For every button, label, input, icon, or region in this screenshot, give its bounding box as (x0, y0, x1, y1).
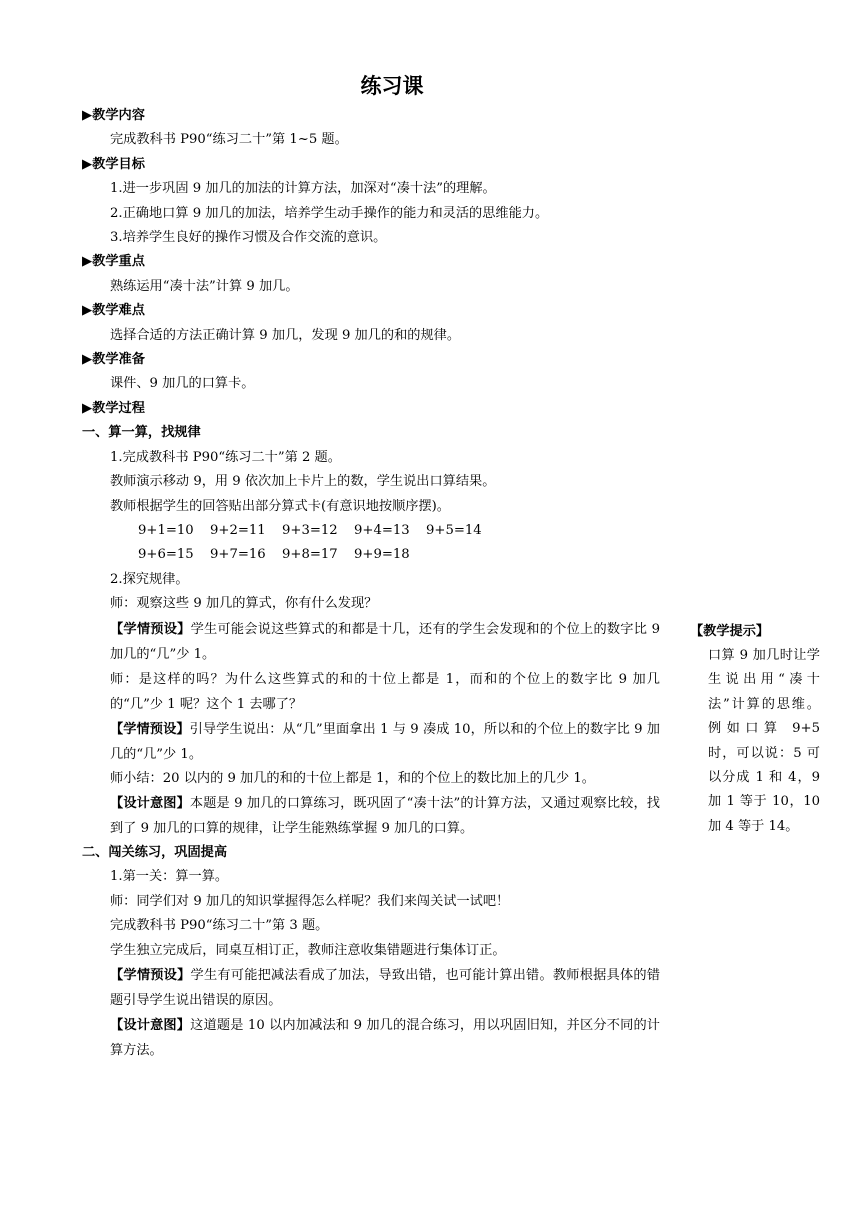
equation: 9+4=13 (354, 522, 410, 538)
student-preset-text: 学生有可能把减法看成了加法，导致出错，也可能计算出错。教师根据具体的错题引导学生说出错误的原因。 (110, 967, 661, 1008)
section-heading-content: ▶教学内容 (82, 108, 145, 123)
part2-line: 1.第一关：算一算。 (110, 869, 229, 885)
teacher-summary: 师小结：20 以内的 9 加几的和的十位上都是 1，和的个位上的数比加上的几少 1。 (110, 770, 595, 786)
teaching-tip-sidebar (690, 619, 820, 839)
difficulty-text: 选择合适的方法正确计算 9 加几，发现 9 加几的和的规律。 (110, 327, 461, 343)
section-heading-difficulty: ▶教学难点 (82, 303, 145, 319)
section-heading-goals: ▶教学目标 (82, 156, 145, 172)
section-heading-process: ▶教学过程 (82, 400, 145, 416)
equation: 9+7=16 (210, 547, 266, 563)
equation-row-2 (82, 543, 660, 567)
part2-line: 师：同学们对 9 加几的知识掌握得怎么样呢？我们来闯关试一试吧！ (110, 893, 510, 909)
key-text: 熟练运用“凑十法”计算 9 加几。 (110, 278, 299, 294)
section-heading-key: ▶教学重点 (82, 254, 145, 270)
design-intent-text: 本题是 9 加几的口算练习，既巩固了“凑十法”的计算方法，又通过观察比较，找到了 9 加几的口算的规律，让学生能熟练掌握 9 加几的口算。 (110, 795, 660, 836)
equation: 9+1=10 (138, 522, 194, 538)
part2-line: 完成教科书 P90“练习二十”第 3 题。 (110, 918, 329, 934)
design-intent-paragraph (82, 1013, 660, 1063)
sidebar-heading: 【教学提示】 (690, 624, 770, 639)
equation: 9+2=11 (210, 522, 266, 538)
equation: 9+6=15 (138, 547, 194, 563)
content-text: 完成教科书 P90“练习二十”第 1~5 题。 (110, 132, 348, 148)
design-intent-tag: 【设计意图】 (110, 795, 190, 811)
part2-line: 学生独立完成后，同桌互相订正，教师注意收集错题进行集体订正。 (110, 942, 506, 958)
part1-line: 师：观察这些 9 加几的算式，你有什么发现？ (110, 596, 378, 612)
goal-item: 2.正确地口算 9 加几的加法，培养学生动手操作的能力和灵活的思维能力。 (110, 205, 549, 221)
goal-item: 3.培养学生良好的操作习惯及合作交流的意识。 (110, 230, 387, 246)
part1-heading: 一、算一算，找规律 (82, 425, 201, 441)
student-preset-paragraph (82, 717, 660, 767)
equation-row-1 (82, 519, 660, 543)
equation: 9+3=12 (282, 522, 338, 538)
sidebar-text: 口算 9 加几时让学生说出用“凑十法”计算的思维。例如口算 9+5 时，可以说：5 可以分成 1 和 4，9 加 1 等于 10，10 加 4 等于 14。 (708, 648, 820, 834)
student-preset-text: 学生可能会说这些算式的和都是十几，还有的学生会发现和的个位上的数字比 9 加几的“几”少 1。 (110, 621, 660, 662)
goal-item: 1.进一步巩固 9 加几的加法的计算方法，加深对“凑十法”的理解。 (110, 181, 496, 197)
page-title: 练习课 (360, 74, 424, 98)
student-preset-text: 引导学生说出：从“几”里面拿出 1 与 9 凑成 10，所以和的个位上的数字比 9 加几的“几”少 1。 (110, 721, 660, 762)
main-column (82, 104, 660, 1063)
equation: 9+8=17 (282, 547, 338, 563)
equation: 9+9=18 (354, 547, 410, 563)
student-preset-tag: 【学情预设】 (110, 621, 191, 637)
design-intent-text: 这道题是 10 以内加减法和 9 加几的混合练习，用以巩固旧知，并区分不同的计算方法。 (110, 1017, 660, 1058)
student-preset-tag: 【学情预设】 (110, 721, 190, 737)
student-preset-paragraph (82, 617, 660, 667)
equation: 9+5=14 (426, 522, 482, 538)
design-intent-tag: 【设计意图】 (110, 1017, 191, 1033)
part1-line: 教师演示移动 9，用 9 依次加上卡片上的数，学生说出口算结果。 (110, 474, 496, 490)
prep-text: 课件、9 加几的口算卡。 (110, 376, 255, 392)
student-preset-paragraph (82, 963, 660, 1013)
part2-heading: 二、闯关练习，巩固提高 (82, 844, 228, 860)
design-intent-paragraph (82, 791, 660, 841)
student-preset-tag: 【学情预设】 (110, 967, 191, 983)
section-heading-prep: ▶教学准备 (82, 352, 145, 368)
part1-line: 1.完成教科书 P90“练习二十”第 2 题。 (110, 449, 341, 465)
part1-line: 教师根据学生的回答贴出部分算式卡(有意识地按顺序摆)。 (110, 498, 450, 514)
part1-line: 2.探究规律。 (110, 571, 189, 587)
teacher-question-paragraph: 师：是这样的吗？为什么这些算式的和的十位上都是 1，而和的个位上的数字比 9 加几的“几”少 1 呢？这个 1 去哪了？ (110, 671, 660, 712)
